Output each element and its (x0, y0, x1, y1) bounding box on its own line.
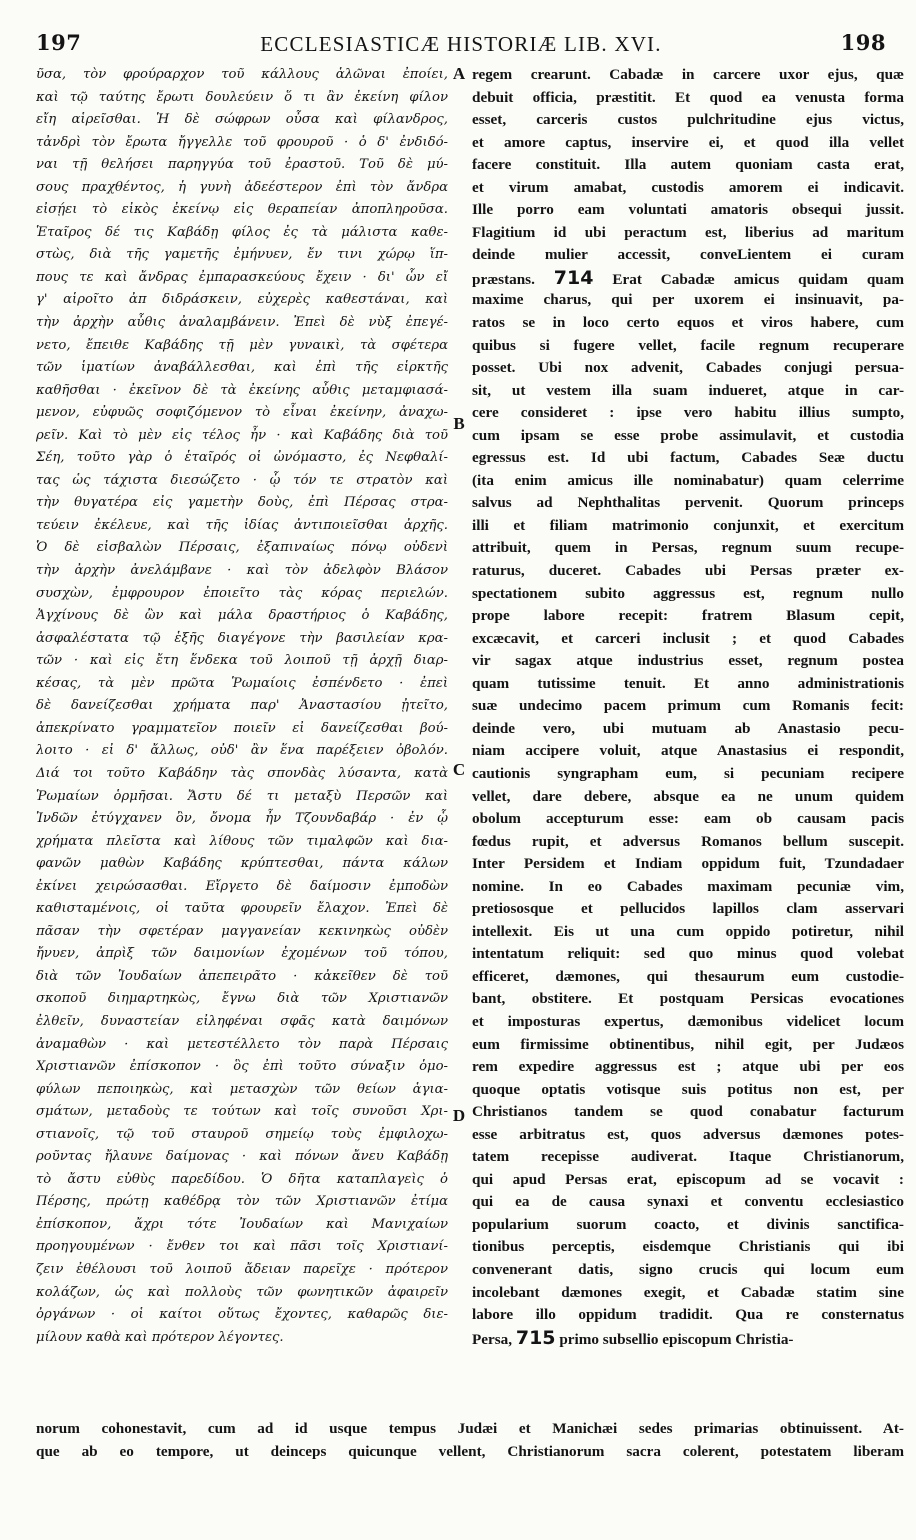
greek-line: τας ὡς τάχιστα διεσώζετο · ᾧ τόν τε στρατὸν καὶ (36, 472, 448, 488)
latin-line: qui apud Persas erat, episcopum ad se vocavit : (472, 1170, 904, 1188)
latin-line: esse arbitratus est, quos adversus dæmones potes- (472, 1125, 904, 1143)
text-segment: præstans. (472, 270, 554, 288)
greek-line: τῶν ἱματίων ἀναβάλλεσθαι, καὶ ἐπὶ τῆς εἱρκτῆς (36, 360, 448, 376)
latin-line: Ille porro eam voluntati amatoris obsequi jussit. (472, 201, 904, 219)
latin-line: quibus si fugere vellet, facile regnum recuperare (472, 336, 904, 354)
latin-line: obolum accepturum esse: eam ob causam pacis (472, 810, 904, 828)
greek-line: ἀπεκρίνατο γραμματεῖον ποιεῖν εἰ δανείζεσθαι βού- (36, 720, 448, 736)
greek-line: Ῥωμαίων ὁρμῆσαι. Ἄστυ δέ τι μεταξὺ Περσῶν καὶ (36, 788, 448, 804)
greek-line: καθισταμένοις, οἱ ταῦτα φρουρεῖν ἔλαχον. Ἐπεὶ δὲ (36, 901, 448, 917)
margin-letter-c: C (452, 760, 466, 779)
latin-line: rem expedire aggressus est ; atque ubi per eos (472, 1058, 904, 1076)
greek-line: ρεῖν. Καὶ τὸ μὲν εἰς τέλος ἦν · καὶ Καβάδης διὰ τοῦ (36, 427, 448, 443)
greek-line: εἰσῄει τὸ εἰκὸς ἐκείνῳ εἰς θεραπείαν ἀποπληροῦσα. (36, 202, 448, 218)
greek-line: καθῆσθαι · ἐκεῖνον δὲ τὰ ἐκείνης αὖθις μεταμφιασά- (36, 382, 448, 398)
text-segment: Persa, (472, 1330, 516, 1348)
text-segment: primo subsellio episcopum Christia- (555, 1330, 794, 1348)
greek-line: σμάτων, μεταδοὺς τε τούτων καὶ τοῖς συνοῦσι Χρι- (36, 1104, 448, 1120)
greek-line: Σέη, τοῦτο γὰρ ὁ ἑταῖρός οἱ ὠνόμαστο, ἐς Νεφθαλί- (36, 450, 448, 466)
greek-line: τὴν ἀρχὴν ἀνελάμβανε · καὶ τὸν ἀδελφὸν Βλάσον (36, 563, 448, 579)
latin-line: regem crearunt. Cabadæ in carcere uxor ejus, quæ (472, 66, 904, 83)
latin-line (472, 267, 904, 290)
page-number-left: 197 (36, 30, 82, 55)
latin-line: Flagitium id ubi peractum est, liberius ad maritum (472, 223, 904, 241)
greek-line: ἤνυεν, ἀπρὶξ τῶν δαιμονίων ἐχομένων τοῦ τόπου, (36, 946, 448, 962)
greek-line: νετο, ἔπειθε Καβάδης τῇ μὲν γυναικὶ, τὰ σφέτερα (36, 337, 448, 353)
margin-letter-d: D (452, 1106, 466, 1125)
latin-line (472, 1327, 904, 1350)
latin-line: deinde mulier accessit, conveLientem ei curam (472, 246, 904, 264)
latin-line: nomine. In eo Cabades maximam pecuniæ vim, (472, 877, 904, 895)
full-width-continuation (36, 1418, 904, 1463)
latin-line: debuit officia, præstitit. Et quod ea venusta forma (472, 88, 904, 106)
latin-line: excæcavit, et carceri inclusit ; et quod Cabades (472, 629, 904, 647)
latin-line: attribuit, quem in Persas, regnum suum recupe- (472, 539, 904, 557)
greek-line: Χριστιανῶν ἐπίσκοπον · ὃς ἐπὶ τοῦτο σύναξιν ὁμο- (36, 1059, 448, 1075)
latin-line: sit, ut vestem illa suam indueret, atque in car- (472, 381, 904, 399)
latin-line: suæ undecimo pacem primum cum Romanis fecit: (472, 697, 904, 715)
greek-line: φανῶν μαθὼν Καβάδης κρύπτεσθαι, πάντα κάλων (36, 856, 448, 872)
greek-line: ἐλθεῖν, δυναστείαν εἰληφέναι σφᾶς κατὰ δαιμόνων (36, 1013, 448, 1029)
greek-line: Ἰνδῶν ἐτύγχανεν ὂν, ὄνομα ἦν Τζουνδαβάρ · ἐν ᾧ (36, 811, 448, 827)
latin-line: esset, carceris custos pulchritudine ejus victus, (472, 111, 904, 129)
bottom-line: norum cohonestavit, cum ad id usque tempus Judæi et Manichæi sedes primarias obtinuissent. At- (36, 1420, 904, 1437)
margin-letter-a: A (452, 64, 466, 83)
latin-line: illi et filiam matrimonio conjunxit, et exercitum (472, 516, 904, 534)
latin-line: convenerant datis, signo crucis qui locum eum (472, 1260, 904, 1278)
latin-line: tionibus perceptis, eisdemque Christianis qui ibi (472, 1238, 904, 1256)
latin-line: maxime charus, qui per uxorem ei insinuavit, pa- (472, 291, 904, 309)
page-header (36, 30, 886, 56)
greek-line: κέσας, τὰ μὲν πρῶτα Ῥωμαίοις ἐσπένδετο · ἐπεὶ (36, 675, 448, 691)
greek-line: διὰ τῶν Ἰουδαίων ἀπεπειρᾶτο · κἀκεῖθεν δὲ τοῦ (36, 968, 448, 984)
latin-line: cum ipsam se esse probe assimulavit, et custodia (472, 426, 904, 444)
latin-line: egressus est. Id ubi factum, Cabades Seæ ductu (472, 449, 904, 467)
latin-line: labore illo oppidum tradidit. Qua re consternatus (472, 1306, 904, 1324)
greek-line: πους τε καὶ ἄνδρας ἐμπαρασκεύους ἔχειν · δι' ὧν εἴ (36, 269, 448, 285)
running-title: ECCLESIASTICÆ HISTORIÆ LIB. XVI. (260, 32, 662, 56)
greek-line: Ὁ δὲ εἰσβαλὼν Πέρσαις, ἐξαπιναίως πόνῳ οὐδενὶ (36, 540, 448, 556)
greek-line: σκοποῦ διημαρτηκὼς, ἔγνω διὰ τῶν Χριστιανῶν (36, 991, 448, 1007)
latin-line: cere consideret : ipse vero habitu illius sumpto, (472, 404, 904, 422)
latin-line: et virum amabat, custodis amorem ei indicavit. (472, 178, 904, 196)
greek-line: δὲ δανείζεσθαι χρήματα παρ' Ἀναστασίου ᾐτεῖτο, (36, 698, 448, 714)
latin-line: et imposturas expertus, dæmonibus videlicet locum (472, 1012, 904, 1030)
latin-line: vir sagax atque industrius esset, regnum postea (472, 652, 904, 670)
latin-column (472, 64, 904, 1349)
page-number-right: 198 (840, 30, 886, 55)
greek-line: χρήματα πλεῖστα καὶ λίθους τῶν τιμαλφῶν καὶ δια- (36, 833, 448, 849)
latin-line: tatem recepisse audiverat. Itaque Christianorum, (472, 1148, 904, 1166)
greek-line: ῦσα, τὸν φρούραρχον τοῦ κάλλους ἁλῶναι ἐποίει, (36, 67, 448, 82)
greek-line: Ἀγχίνους δὲ ὢν καὶ μάλα δραστήριος ὁ Καβάδης, (36, 608, 448, 624)
latin-line: ratos se in loco certo equos et viros habere, cum (472, 314, 904, 332)
latin-line: et amore captus, inservire ei, et quod illa vellet (472, 133, 904, 151)
greek-line: τῶν · καὶ εἰς ἔτη ἕνδεκα τοῦ λοιποῦ τῇ ἀρχῇ διαρ- (36, 653, 448, 669)
latin-line: incolebant dæmones exegit, et Cabadæ statim sine (472, 1283, 904, 1301)
greek-line: τὴν ἀρχὴν αὖθις ἀναλαμβάνειν. Ἐπεὶ δὲ νὺξ ἐπεγέ- (36, 315, 448, 331)
latin-line: spectationem subito aggressus est, regnum nullo (472, 584, 904, 602)
latin-line: intentatum reliquit: sed quo minus quod volebat (472, 945, 904, 963)
latin-line: prope labore recepit: fratrem Blasum cepit, (472, 607, 904, 625)
greek-line: κολάζων, ὡς καὶ πολλοὺς τῶν φωνητικῶν ἀφαιρεῖν (36, 1284, 448, 1300)
greek-line: γ' αἱροῖτο ἀπ διδράσκειν, εὐχερὲς καθεστάναι, καὶ (36, 292, 448, 308)
greek-line: πᾶσαν τὴν σφετέραν μαγγανείαν κεκινηκὼς οὐδὲν (36, 923, 448, 939)
latin-line: intellexit. Eis ut una cum oppido potiretur, nihil (472, 922, 904, 940)
latin-line: vellet, dare debere, absque ea ne unum quidem (472, 787, 904, 805)
greek-line: ροῦντας ἤλαυνε δαίμονας · καὶ πόνων ἄνευ Καβάδῃ (36, 1149, 448, 1165)
latin-line: pretiososque et pellucidos lapillos clam asservari (472, 900, 904, 918)
margin-letter-b: B (453, 414, 465, 433)
greek-line: τεύειν ἐκέλευε, καὶ τῆς ἰδίας ἀντιποιεῖσθαι ἀρχῆς. (36, 517, 448, 533)
latin-line: deinde vero, ubi mutuam ab Anastasio pecu- (472, 719, 904, 737)
latin-line: qui ea de causa synaxi et conventu ecclesiastico (472, 1193, 904, 1211)
latin-line: Christianos tandem se quod conabatur facturum (472, 1103, 904, 1121)
greek-line: ζειν ἐθέλουσι τοῦ λοιποῦ ἄδειαν παρεῖχε · πρότερον (36, 1261, 448, 1277)
greek-line: φύλων πεποιηκὼς, καὶ μετασχὼν τῶν θείων ἁγια- (36, 1081, 448, 1097)
greek-line: Διά τοι τοῦτο Καβάδην τὰς σπονδὰς λύσαντα, κατὰ (36, 765, 448, 781)
bottom-line: que ab eo tempore, ut deinceps quicunque vellent, Christianorum sacra colerent, potestatem liberam (36, 1442, 904, 1460)
section-number: 715 (515, 1326, 556, 1349)
greek-line: ἀναμαθὼν · καὶ μετεστέλλετο τὸν παρὰ Πέρσαις (36, 1036, 448, 1052)
greek-line: στιανοῖς, τῷ τοῦ σταυροῦ σημείῳ τοὺς ἐμφιλοχω- (36, 1126, 448, 1142)
latin-line: (ita enim amicus ille nominabatur) quam celerrime (472, 471, 904, 489)
greek-line: εἴη αἱρεῖσθαι. Ἡ δὲ σώφρων οὖσα καὶ φίλανδρος, (36, 112, 448, 128)
latin-line: Inter Persidem et Indiam oppidum fuit, Tzundadaer (472, 855, 904, 873)
greek-line: προηγουμένων · ἔνθεν τοι καὶ πᾶσι τοῖς Χριστιανί- (36, 1239, 448, 1255)
latin-line: posset. Ubi nox advenit, Cabades conjugi persua- (472, 359, 904, 377)
latin-line: fœdus rupit, et adversus Romanos bellum suscepit. (472, 832, 904, 850)
latin-line: quoque optatis votisque suis potitus non est, per (472, 1080, 904, 1098)
latin-line: facere constituit. Illa autem quoniam casta erat, (472, 156, 904, 174)
latin-line: quam tutissime tenuit. Et anno administrationis (472, 674, 904, 692)
greek-line: λοιτο · εἰ δ' ἄλλως, οὐδ' ἂν ἕνα παρέξειεν ὀβολόν. (36, 743, 448, 759)
latin-line: salvus ad Nephthalitas pervenit. Quorum princeps (472, 494, 904, 512)
greek-column (36, 64, 448, 1349)
greek-line: σους πραχθέντος, ἡ γυνὴ ἀδεέστερον ἐπὶ τὸν ἄνδρα (36, 179, 448, 195)
greek-line: καὶ τῷ ταύτης ἔρωτι δουλεύειν ὅ τι ἂν ἐκείνη φίλον (36, 89, 448, 105)
greek-line: ναι τῇ θελήσει παρηγγύα τοῦ ἐραστοῦ. Τοῦ δὲ μύ- (36, 157, 448, 173)
greek-line: ὀργάνων · οἱ καίτοι οὕτως ἔχοντες, καθαρῶς διε- (36, 1307, 448, 1323)
greek-line: ἀσφαλέστατα τῷ ἑξῆς διαγέγονε τὴν βασιλείαν κρα- (36, 630, 448, 646)
text-segment: Erat Cabadæ amicus quidam quam (593, 270, 904, 288)
latin-line: raturus, duceret. Cabades ubi Persas præter ex- (472, 562, 904, 580)
latin-line: eum firmissime obtinentibus, nihil egit, per Judæos (472, 1035, 904, 1053)
greek-line: συσχὼν, ἐμφρουρον ἐποιεῖτο τὰς κόρας περιελών. (36, 585, 448, 601)
greek-line: Πέρσης, πρώτῃ καθέδρᾳ τὸν τῶν Χριστιανῶν ἐτίμα (36, 1194, 448, 1210)
latin-line: efficeret, dæmones, qui thesaurum eum custodie- (472, 967, 904, 985)
section-number: 714 (553, 266, 594, 289)
latin-line: bant, obstitere. Et postquam Persicas evocationes (472, 990, 904, 1008)
greek-line: ἐκίνει χειρώσασθαι. Εἴργετο δὲ δαίμοσιν ἐμποδὼν (36, 878, 448, 894)
latin-line: cautionis syngrapham eum, si pecuniam recipere (472, 764, 904, 782)
latin-line: niam accipere voluit, atque Anastasius ei respondit, (472, 742, 904, 760)
greek-line: μενον, εὐφυῶς σοφιζόμενον τὸ εἶναι ἐκείνην, ἀναχω- (36, 405, 448, 421)
greek-line: μίλουν καθὰ καὶ πρότερον λέγοντες. (36, 1329, 284, 1345)
greek-line: τὴν θυγατέρα εἰς γαμετὴν δοὺς, ἐπὶ Πέρσας στρα- (36, 495, 448, 511)
greek-line: Ἑταῖρος δέ τις Καβάδῃ φίλος ἐς τὰ μάλιστα καθε- (36, 224, 448, 240)
greek-line: τὸ ἄστυ εὐθὺς παρεδίδου. Ὁ δῆτα καταπλαγεὶς ὁ (36, 1171, 448, 1187)
greek-line: στὼς, διὰ τῆς γαμετῆς ἐμήνυεν, ἔν τινι χώρῳ ἵπ- (36, 247, 448, 263)
latin-line: popularium suorum coacto, et divinis sanctifica- (472, 1215, 904, 1233)
greek-line: ἐπίσκοπον, ἄχρι τότε Ἰουδαίων καὶ Μανιχαίων (36, 1216, 448, 1232)
greek-line: τἀνδρὶ τὸν ἔρωτα ἤγγελλε τοῦ φρουροῦ · ὁ δ' ἐνδιδό- (36, 134, 448, 150)
